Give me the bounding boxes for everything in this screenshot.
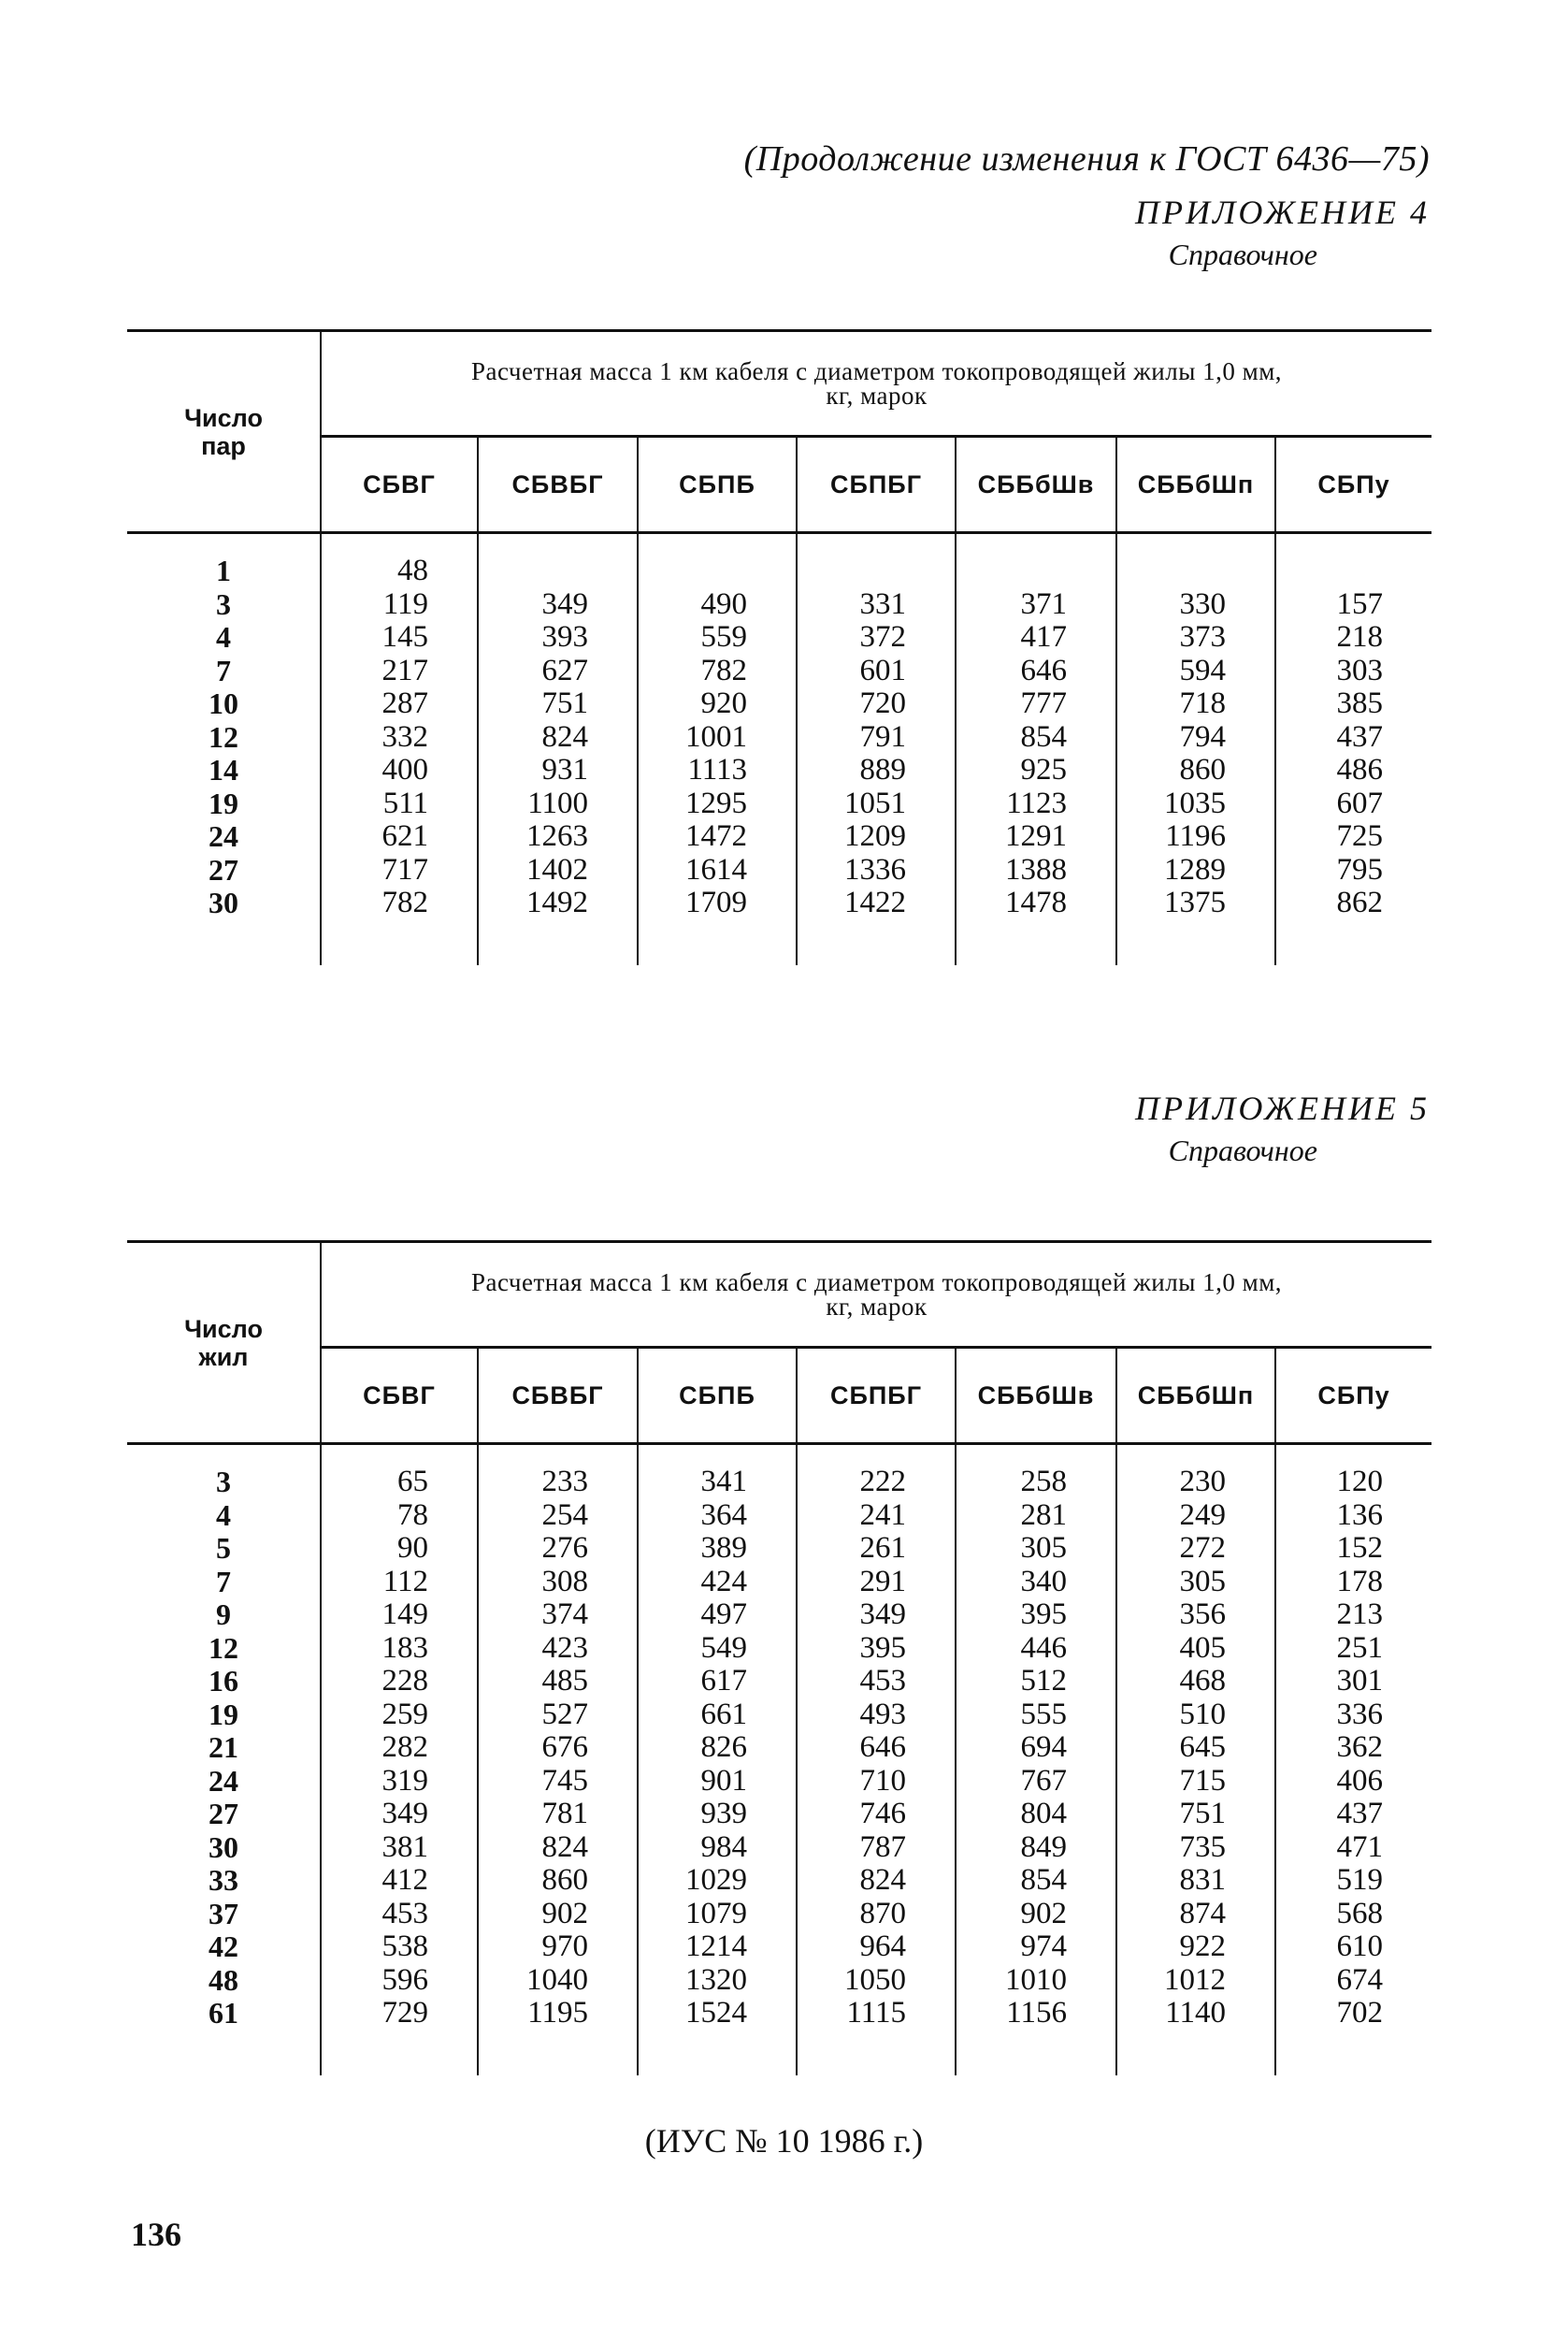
mass-cell: 870 [797, 1898, 956, 1931]
mass-cell: 781 [478, 1798, 638, 1831]
mass-cell: 340 [956, 1566, 1116, 1599]
mass-cell: 336 [1275, 1698, 1431, 1732]
mass-cell: 395 [956, 1598, 1116, 1632]
mass-cell: 385 [1275, 687, 1431, 721]
mass-cell: 1113 [638, 754, 797, 788]
mass-cell: 1263 [478, 820, 638, 854]
mass-cell [1275, 555, 1431, 588]
column-header-mark: СБВБГ [478, 437, 638, 533]
table-row [127, 1930, 1431, 1964]
mass-cell: 610 [1275, 1930, 1431, 1964]
table-row [127, 555, 1431, 588]
mass-cell: 795 [1275, 854, 1431, 888]
count-cell: 27 [209, 1797, 238, 1830]
count-cell: 12 [209, 719, 238, 754]
column-header-mark: СББбШв [956, 437, 1116, 533]
mass-cell: 702 [1275, 1997, 1431, 2030]
mass-cell: 217 [321, 655, 478, 688]
mass-caption [321, 1242, 1431, 1348]
page-number: 136 [131, 2216, 181, 2253]
mass-cell: 341 [638, 1466, 797, 1499]
mass-cell: 78 [321, 1499, 478, 1533]
mass-cell: 627 [478, 655, 638, 688]
mass-cell: 1422 [797, 887, 956, 920]
mass-cell: 559 [638, 621, 797, 655]
continuation-note: (Продолжение изменения к ГОСТ 6436—75) [743, 139, 1430, 179]
mass-cell: 222 [797, 1466, 956, 1499]
table-row [127, 1466, 1431, 1499]
mass-cell: 303 [1275, 655, 1431, 688]
table-row [127, 1798, 1431, 1831]
table-row [127, 1632, 1431, 1666]
table-row [127, 854, 1431, 888]
mass-cell: 1614 [638, 854, 797, 888]
table-body [127, 1444, 1431, 2075]
caption-line1: Расчетная масса 1 км кабеля с диаметром токопроводящей жилы 1,0 мм, [470, 1268, 1283, 1296]
column-header-mark: СБПу [1275, 437, 1431, 533]
caption-line1: Расчетная масса 1 км кабеля с диаметром токопроводящей жилы 1,0 мм, [470, 357, 1283, 385]
table-row [127, 754, 1431, 788]
mass-cell: 1492 [478, 887, 638, 920]
mass-cell: 831 [1116, 1864, 1275, 1898]
mass-cell: 119 [321, 588, 478, 622]
mass-cell: 1035 [1116, 788, 1275, 821]
count-cell: 19 [209, 1697, 238, 1731]
mass-cell: 1079 [638, 1898, 797, 1931]
mass-cell: 1140 [1116, 1997, 1275, 2030]
count-cell: 16 [209, 1664, 238, 1698]
table-row [127, 1864, 1431, 1898]
mass-cell: 453 [797, 1665, 956, 1698]
table-row [127, 1499, 1431, 1533]
count-cell: 14 [209, 753, 238, 787]
column-headers [127, 1348, 1431, 1444]
mass-cell: 400 [321, 754, 478, 788]
mass-cell: 519 [1275, 1864, 1431, 1898]
mass-cell: 710 [797, 1765, 956, 1799]
mass-cell: 1295 [638, 788, 797, 821]
mass-cell: 674 [1275, 1964, 1431, 1998]
mass-cell: 860 [478, 1864, 638, 1898]
count-column-header [127, 1242, 321, 1444]
appendix-5-subtitle: Справочное [1168, 1134, 1317, 1167]
table-row [127, 788, 1431, 821]
mass-cell: 371 [956, 588, 1116, 622]
mass-cell: 735 [1116, 1831, 1275, 1865]
mass-cell: 287 [321, 687, 478, 721]
mass-cell: 1195 [478, 1997, 638, 2030]
mass-cell: 213 [1275, 1598, 1431, 1632]
table-row [127, 1964, 1431, 1998]
mass-cell: 715 [1116, 1765, 1275, 1799]
mass-cell: 230 [1116, 1466, 1275, 1499]
mass-cell: 974 [956, 1930, 1116, 1964]
mass-cell: 782 [638, 655, 797, 688]
mass-cell: 751 [1116, 1798, 1275, 1831]
mass-cell: 510 [1116, 1698, 1275, 1732]
table-row [127, 1765, 1431, 1799]
count-column-header [127, 331, 321, 533]
column-header-mark: СБВБГ [478, 1348, 638, 1444]
table-row [127, 588, 1431, 622]
mass-cell: 601 [797, 655, 956, 688]
mass-cell: 493 [797, 1698, 956, 1732]
count-cell: 27 [209, 852, 238, 887]
mass-cell: 1156 [956, 1997, 1116, 2030]
mass-cell: 925 [956, 754, 1116, 788]
column-header-mark: СБПБГ [797, 1348, 956, 1444]
mass-cell: 281 [956, 1499, 1116, 1533]
count-cell: 33 [209, 1863, 238, 1897]
mass-cell: 984 [638, 1831, 797, 1865]
mass-cell: 1478 [956, 887, 1116, 920]
column-headers [127, 437, 1431, 533]
mass-cell: 90 [321, 1532, 478, 1566]
mass-cell: 136 [1275, 1499, 1431, 1533]
mass-cell: 490 [638, 588, 797, 622]
mass-cell: 970 [478, 1930, 638, 1964]
mass-cell: 549 [638, 1632, 797, 1666]
mass-cell: 555 [956, 1698, 1116, 1732]
mass-cell: 607 [1275, 788, 1431, 821]
count-cell: 3 [216, 1465, 231, 1498]
mass-cell: 423 [478, 1632, 638, 1666]
mass-cell: 261 [797, 1532, 956, 1566]
mass-cell: 791 [797, 721, 956, 755]
mass-cell: 824 [478, 721, 638, 755]
mass-cell: 446 [956, 1632, 1116, 1666]
mass-cell: 729 [321, 1997, 478, 2030]
mass-cell: 1010 [956, 1964, 1116, 1998]
mass-cell: 149 [321, 1598, 478, 1632]
mass-cell: 1050 [797, 1964, 956, 1998]
mass-cell: 233 [478, 1466, 638, 1499]
mass-cell: 372 [797, 621, 956, 655]
mass-cell: 251 [1275, 1632, 1431, 1666]
appendix-4-table [127, 329, 1431, 965]
mass-cell: 395 [797, 1632, 956, 1666]
count-cell: 1 [216, 554, 231, 587]
mass-cell: 1001 [638, 721, 797, 755]
mass-cell: 1100 [478, 788, 638, 821]
column-header-mark: СББбШв [956, 1348, 1116, 1444]
column-header-mark: СБПу [1275, 1348, 1431, 1444]
mass-cell: 1709 [638, 887, 797, 920]
mass-cell: 1040 [478, 1964, 638, 1998]
mass-cell: 568 [1275, 1898, 1431, 1931]
table-row [127, 1831, 1431, 1865]
mass-cell [638, 555, 797, 588]
mass-cell: 241 [797, 1499, 956, 1533]
column-header-mark: СББбШп [1116, 437, 1275, 533]
ius-reference: (ИУС № 10 1986 г.) [644, 2122, 924, 2160]
table-row [127, 655, 1431, 688]
table-row [127, 687, 1431, 721]
mass-cell: 305 [956, 1532, 1116, 1566]
mass-cell: 405 [1116, 1632, 1275, 1666]
mass-cell: 291 [797, 1566, 956, 1599]
count-cell: 48 [209, 1962, 238, 1997]
caption-line2: кг, марок [826, 1293, 928, 1321]
mass-cell: 594 [1116, 655, 1275, 688]
mass-cell: 676 [478, 1731, 638, 1765]
mass-cell: 860 [1116, 754, 1275, 788]
table-row [127, 1532, 1431, 1566]
mass-cell: 356 [1116, 1598, 1275, 1632]
count-cell: 37 [209, 1896, 238, 1930]
mass-cell: 939 [638, 1798, 797, 1831]
column-header-mark: СБВГ [321, 437, 478, 533]
mass-cell: 389 [638, 1532, 797, 1566]
mass-cell: 437 [1275, 1798, 1431, 1831]
count-cell: 7 [216, 653, 231, 687]
mass-cell: 511 [321, 788, 478, 821]
mass-cell: 745 [478, 1765, 638, 1799]
count-header-line1: Число [184, 1314, 263, 1343]
mass-cell: 305 [1116, 1566, 1275, 1599]
mass-cell: 596 [321, 1964, 478, 1998]
mass-cell: 862 [1275, 887, 1431, 920]
mass-cell: 393 [478, 621, 638, 655]
mass-cell: 874 [1116, 1898, 1275, 1931]
table-row [127, 1898, 1431, 1931]
count-header-line1: Число [184, 403, 263, 432]
mass-cell: 1388 [956, 854, 1116, 888]
mass-cell: 157 [1275, 588, 1431, 622]
mass-cell: 258 [956, 1466, 1116, 1499]
mass-cell: 964 [797, 1930, 956, 1964]
mass-cell: 787 [797, 1831, 956, 1865]
mass-cell: 1472 [638, 820, 797, 854]
mass-cell: 145 [321, 621, 478, 655]
mass-cell: 1029 [638, 1864, 797, 1898]
mass-cell: 319 [321, 1765, 478, 1799]
mass-cell: 931 [478, 754, 638, 788]
table-row [127, 1665, 1431, 1698]
count-cell: 12 [209, 1630, 238, 1665]
mass-cell: 512 [956, 1665, 1116, 1698]
mass-cell: 1289 [1116, 854, 1275, 888]
count-cell: 4 [216, 1497, 231, 1532]
mass-cell: 621 [321, 820, 478, 854]
mass-cell: 453 [321, 1898, 478, 1931]
mass-cell: 364 [638, 1499, 797, 1533]
mass-cell: 381 [321, 1831, 478, 1865]
mass-cell: 527 [478, 1698, 638, 1732]
count-cell: 19 [209, 786, 238, 820]
mass-caption [321, 331, 1431, 437]
column-header-mark: СБВГ [321, 1348, 478, 1444]
mass-cell: 349 [478, 588, 638, 622]
column-header-mark: СБПБ [638, 1348, 797, 1444]
mass-cell: 228 [321, 1665, 478, 1698]
appendix-5-title: ПРИЛОЖЕНИЕ 5 [1135, 1090, 1430, 1127]
mass-cell: 254 [478, 1499, 638, 1533]
mass-cell: 282 [321, 1731, 478, 1765]
mass-cell: 1012 [1116, 1964, 1275, 1998]
mass-cell: 661 [638, 1698, 797, 1732]
mass-cell: 152 [1275, 1532, 1431, 1566]
count-cell: 4 [216, 620, 231, 654]
table-row [127, 820, 1431, 854]
mass-cell: 412 [321, 1864, 478, 1898]
mass-cell: 826 [638, 1731, 797, 1765]
mass-cell: 65 [321, 1466, 478, 1499]
mass-cell: 1123 [956, 788, 1116, 821]
mass-cell [1116, 555, 1275, 588]
mass-cell: 717 [321, 854, 478, 888]
count-cell: 24 [209, 1763, 238, 1798]
appendix-4-subtitle: Справочное [1168, 238, 1317, 271]
mass-cell: 1524 [638, 1997, 797, 2030]
mass-cell: 362 [1275, 1731, 1431, 1765]
mass-cell: 486 [1275, 754, 1431, 788]
mass-cell: 849 [956, 1831, 1116, 1865]
mass-cell: 259 [321, 1698, 478, 1732]
mass-cell: 720 [797, 687, 956, 721]
mass-cell: 794 [1116, 721, 1275, 755]
mass-cell [797, 555, 956, 588]
mass-cell: 725 [1275, 820, 1431, 854]
count-header-line2: пар [201, 431, 246, 460]
mass-cell: 406 [1275, 1765, 1431, 1799]
mass-cell: 902 [956, 1898, 1116, 1931]
appendix-4-title: ПРИЛОЖЕНИЕ 4 [1135, 194, 1430, 231]
mass-cell: 424 [638, 1566, 797, 1599]
column-header-mark: СББбШп [1116, 1348, 1275, 1444]
mass-cell [478, 555, 638, 588]
column-header-mark: СБПБ [638, 437, 797, 533]
mass-cell: 901 [638, 1765, 797, 1799]
count-cell: 30 [209, 886, 238, 919]
mass-cell: 471 [1275, 1831, 1431, 1865]
mass-cell: 1196 [1116, 820, 1275, 854]
mass-cell: 332 [321, 721, 478, 755]
mass-cell [956, 555, 1116, 588]
mass-cell: 1291 [956, 820, 1116, 854]
mass-cell: 889 [797, 754, 956, 788]
count-header-line2: жил [198, 1342, 249, 1371]
mass-cell: 485 [478, 1665, 638, 1698]
mass-cell: 751 [478, 687, 638, 721]
mass-cell: 497 [638, 1598, 797, 1632]
table-row [127, 721, 1431, 755]
mass-cell: 112 [321, 1566, 478, 1599]
mass-cell: 276 [478, 1532, 638, 1566]
table-row [127, 1698, 1431, 1732]
mass-cell: 1115 [797, 1997, 956, 2030]
mass-cell: 902 [478, 1898, 638, 1931]
mass-cell: 767 [956, 1765, 1116, 1799]
table-row [127, 1997, 1431, 2030]
mass-cell: 1320 [638, 1964, 797, 1998]
mass-cell: 1214 [638, 1930, 797, 1964]
mass-cell: 308 [478, 1566, 638, 1599]
mass-cell: 646 [956, 655, 1116, 688]
count-cell: 21 [209, 1730, 238, 1764]
mass-cell: 1375 [1116, 887, 1275, 920]
mass-cell: 538 [321, 1930, 478, 1964]
mass-cell: 468 [1116, 1665, 1275, 1698]
mass-cell: 746 [797, 1798, 956, 1831]
mass-cell: 645 [1116, 1731, 1275, 1765]
mass-cell: 249 [1116, 1499, 1275, 1533]
mass-cell: 349 [797, 1598, 956, 1632]
column-header-mark: СБПБГ [797, 437, 956, 533]
mass-cell: 218 [1275, 621, 1431, 655]
table-row [127, 621, 1431, 655]
mass-cell: 1336 [797, 854, 956, 888]
caption-line2: кг, марок [826, 382, 928, 410]
mass-cell: 417 [956, 621, 1116, 655]
mass-cell: 646 [797, 1731, 956, 1765]
mass-cell: 718 [1116, 687, 1275, 721]
mass-cell: 824 [478, 1831, 638, 1865]
mass-cell: 373 [1116, 621, 1275, 655]
count-cell: 3 [216, 586, 231, 621]
mass-cell: 1051 [797, 788, 956, 821]
appendix-5-table [127, 1240, 1431, 2075]
mass-cell: 120 [1275, 1466, 1431, 1499]
mass-cell: 777 [956, 687, 1116, 721]
mass-cell: 854 [956, 1864, 1116, 1898]
table-row [127, 1731, 1431, 1765]
count-cell: 42 [209, 1929, 238, 1963]
count-cell: 9 [216, 1597, 231, 1631]
mass-cell: 272 [1116, 1532, 1275, 1566]
mass-cell: 694 [956, 1731, 1116, 1765]
mass-cell: 782 [321, 887, 478, 920]
mass-cell: 920 [638, 687, 797, 721]
count-cell: 10 [209, 686, 238, 720]
count-cell: 5 [216, 1531, 231, 1565]
mass-cell: 804 [956, 1798, 1116, 1831]
mass-cell: 331 [797, 588, 956, 622]
count-cell: 7 [216, 1564, 231, 1598]
mass-cell: 617 [638, 1665, 797, 1698]
mass-cell: 1402 [478, 854, 638, 888]
mass-cell: 48 [321, 555, 478, 588]
mass-cell: 374 [478, 1598, 638, 1632]
mass-cell: 330 [1116, 588, 1275, 622]
mass-cell: 437 [1275, 721, 1431, 755]
count-cell: 24 [209, 819, 238, 853]
table-row [127, 1566, 1431, 1599]
mass-cell: 183 [321, 1632, 478, 1666]
count-cell: 61 [209, 1996, 238, 2030]
mass-cell: 349 [321, 1798, 478, 1831]
mass-cell: 922 [1116, 1930, 1275, 1964]
mass-cell: 178 [1275, 1566, 1431, 1599]
mass-cell: 301 [1275, 1665, 1431, 1698]
table-row [127, 887, 1431, 920]
mass-cell: 824 [797, 1864, 956, 1898]
table-body [127, 533, 1431, 965]
mass-cell: 1209 [797, 820, 956, 854]
mass-cell: 854 [956, 721, 1116, 755]
count-cell: 30 [209, 1829, 238, 1864]
table-row [127, 1598, 1431, 1632]
